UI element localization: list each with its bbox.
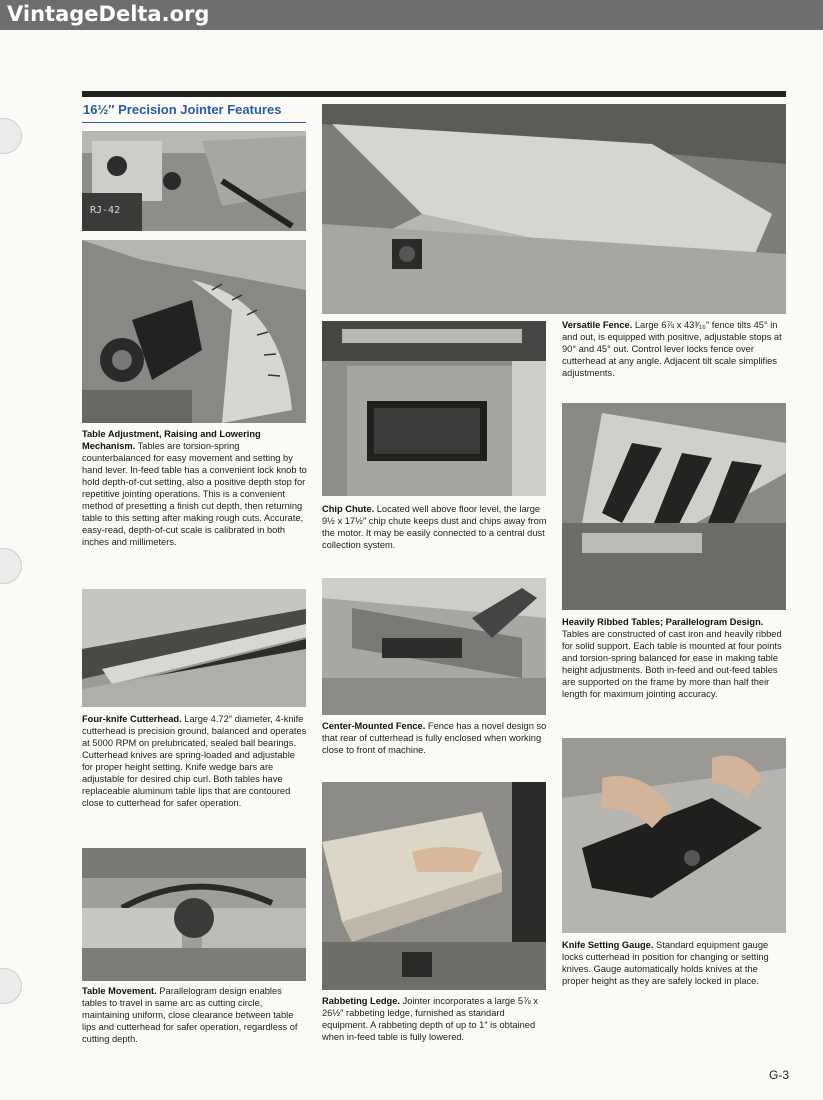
- photo-table-movement: [82, 848, 306, 981]
- caption-body: Standard equipment gauge locks cutterhead in position for changing or setting knives. Gauge automatically holds knives at the proper height as they are safely locked in place.: [562, 940, 769, 986]
- photo-rabbeting-ledge: [322, 782, 546, 990]
- caption-center-fence: [322, 720, 548, 756]
- machine-model-plate: RJ-42: [90, 205, 121, 216]
- photo-cutterhead: [82, 589, 306, 707]
- binder-hole: [0, 548, 22, 584]
- photo-ribbed-tables: [562, 403, 786, 610]
- caption-table-movement: [82, 985, 308, 1045]
- caption-table-adjustment: [82, 428, 308, 548]
- top-rule: [82, 91, 786, 97]
- photo-control-panel: [82, 131, 306, 231]
- caption-four-knife: [82, 713, 308, 809]
- title-underline: [82, 122, 306, 123]
- caption-body: Tables are constructed of cast iron and heavily ribbed for solid support. Each table is mounted at four points and torsion-spring balanced for ease in making table height adjustments. Both in-feed and out-feed tables are supported on the frame by more than half their length for maximum jointing accuracy.: [562, 629, 782, 699]
- photo-depth-scale: [82, 240, 306, 423]
- caption-body: Tables are torsion-spring counterbalanced for easy movement and setting by hand lever. In-feed table has a convenient lock knob to hold depth-of-cut setting, also a positive depth stop for repetitive jointing operations. This is a convenient method of presetting a finish cut depth, then returning table to this setting after making rough cuts. Accurate, easy-read, depth-of-cut scale is calibrated in both inches and millimeters.: [82, 441, 307, 547]
- caption-body: Parallelogram design enables tables to travel in same arc as cutting circle, maintaining uniform, close clearance between table lips and cutterhead for safer operation, regardless of cutting depth.: [82, 986, 298, 1044]
- caption-knife-gauge: [562, 939, 786, 987]
- caption-heading: Center-Mounted Fence.: [322, 721, 426, 731]
- caption-heading: Versatile Fence.: [562, 320, 633, 330]
- caption-heading: Heavily Ribbed Tables; Parallelogram Design.: [562, 617, 764, 627]
- binder-hole: [0, 118, 22, 154]
- caption-heading: Chip Chute.: [322, 504, 375, 514]
- caption-body: Large 6⅞ x 43³⁄₁₆″ fence tilts 45° in and out, is equipped with positive, adjustable stops at 90° and 45° out. Control lever locks fence over cutterhead at any angle. Adjacent tilt scale simplifies adjustments.: [562, 320, 782, 378]
- photo-center-fence: [322, 578, 546, 715]
- caption-rabbeting-ledge: [322, 995, 548, 1043]
- photo-knife-gauge: [562, 738, 786, 933]
- caption-heading: Four-knife Cutterhead.: [82, 714, 182, 724]
- caption-ribbed-tables: [562, 616, 786, 700]
- site-banner-title: VintageDelta.org: [7, 2, 210, 26]
- caption-versatile-fence: [562, 319, 786, 379]
- page-number: G-3: [769, 1068, 790, 1082]
- page-title: 16½″ Precision Jointer Features: [83, 102, 282, 117]
- caption-heading: Table Adjustment, Raising and Lowering Mechanism.: [82, 429, 261, 451]
- caption-body: Large 4.72″ diameter, 4-knife cutterhead is precision ground, balanced and operates at 5000 RPM on prelubricated, sealed ball bearings. Cutterhead knives are spring-loaded and adjustable for proper height setting. Knife wedge bars are adjustable for desired chip curl. Both tables have replaceable aluminum table lips that are contoured close to cutterhead for safer operation.: [82, 714, 307, 808]
- caption-body: Fence has a novel design so that rear of cutterhead is fully enclosed when working close to front of machine.: [322, 721, 547, 755]
- photo-versatile-fence: [322, 104, 786, 314]
- caption-chip-chute: [322, 503, 548, 551]
- caption-heading: Rabbeting Ledge.: [322, 996, 400, 1006]
- caption-body: Jointer incorporates a large 5⅞ x 26½″ rabbeting ledge, furnished as standard equipment. A rabbeting depth of up to 1″ is obtained when in-feed table is fully lowered.: [322, 996, 538, 1042]
- caption-heading: Table Movement.: [82, 986, 157, 996]
- binder-hole: [0, 968, 22, 1004]
- caption-heading: Knife Setting Gauge.: [562, 940, 654, 950]
- caption-body: Located well above floor level, the large 9½ x 17½″ chip chute keeps dust and chips away from the motor. It may be easily connected to a central dust collection system.: [322, 504, 547, 550]
- photo-chip-chute: [322, 321, 546, 496]
